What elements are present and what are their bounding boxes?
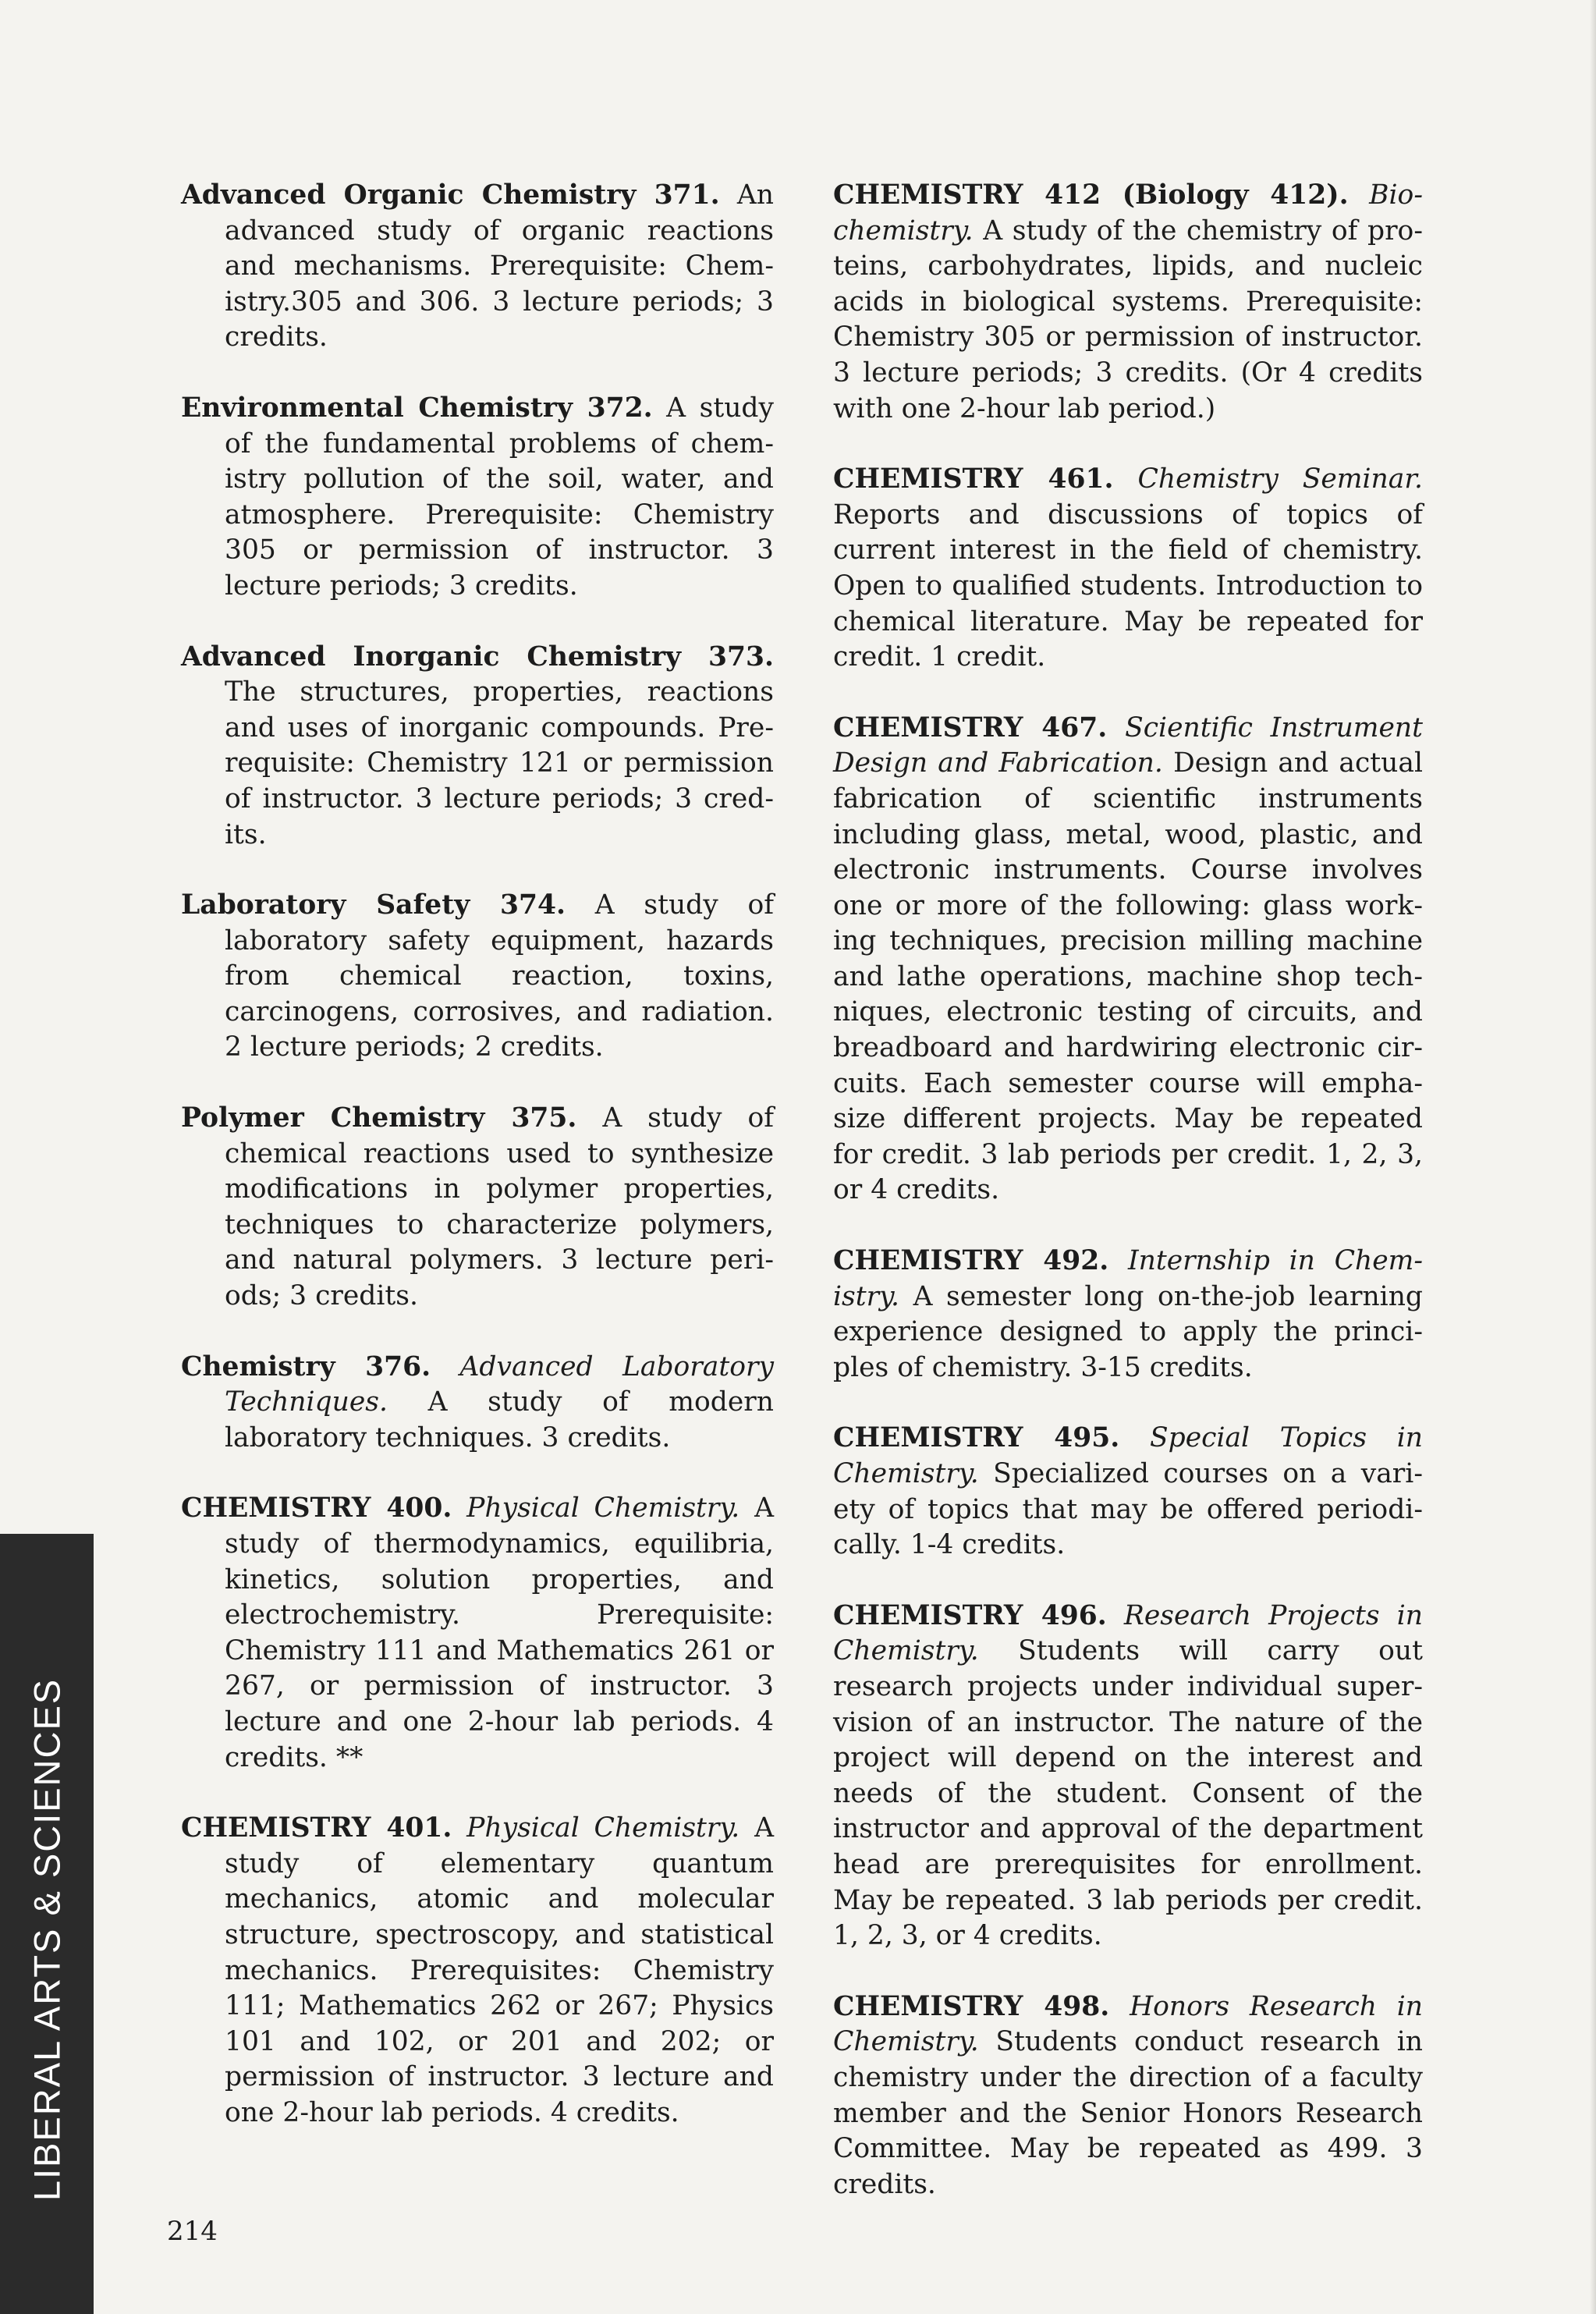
course-entry <box>833 1599 1423 1954</box>
course-description: Design and actual fabrication of scientific instruments including glass, metal, wood, plastic, and electronic instruments. Course involves one or more of the following: glass working techniques, precision milling machine and lathe operations, machine shop techniques, electronic testing of circuits, and breadboard and hardwiring electronic circuits. Each semester course will emphasize different projects. May be repeated for credit. 3 lab periods per credit. 1, 2, 3, or 4 credits. <box>833 747 1423 1206</box>
course-title: Physical Chemistry. <box>466 1492 740 1524</box>
page-number: 214 <box>167 2216 218 2247</box>
course-name: CHEMISTRY 498. <box>833 1990 1110 2022</box>
course-entry <box>833 178 1423 427</box>
course-description: The structures, properties, reactions and uses of inorganic compounds. Prerequisite: Chemistry 121 or permission of instructor. 3 lecture periods; 3 credits. <box>225 676 774 850</box>
course-title: Chemistry Seminar. <box>1137 463 1424 495</box>
course-description: An advanced study of organic reactions and mechanisms. Prerequisite: Chemistry.305 and 306. 3 lecture periods; 3 credits. <box>225 179 774 353</box>
course-description: A study of elementary quantum mechanics, atomic and molecular structure, spectroscopy, and statistical mechanics. Prerequisites: Chemistry 111; Mathematics 262 or 267; Physics 101 and 102, or 201 and 202; or permission of instructor. 3 lecture and one 2-hour lab periods. 4 credits. <box>225 1812 774 2128</box>
course-entry <box>181 391 774 605</box>
course-name: CHEMISTRY 412 (Biology 412). <box>833 179 1349 211</box>
course-entry <box>181 640 774 854</box>
course-entry <box>181 1491 774 1776</box>
course-entry <box>833 1244 1423 1386</box>
course-title: Research Projects in Chemistry. <box>833 1599 1423 1667</box>
course-description: A study of the fundamental problems of chemistry pollution of the soil, water, and atmosphere. Prerequisite: Chemistry 305 or permission of instructor. 3 lecture periods; 3 credits. <box>225 392 774 602</box>
course-name: Advanced Inorganic Chemistry 373. <box>181 641 774 673</box>
course-description: A study of chemical reactions used to synthesize modifications in polymer properties, techniques to characterize polymers, and natural polymers. 3 lecture periods; 3 credits. <box>225 1102 774 1312</box>
course-description: Reports and discussions of topics of current interest in the field of chemistry. Open to qualified students. Introduction to chemical literature. May be repeated for credit. 1 credit. <box>833 499 1423 673</box>
course-entry <box>181 1811 774 2131</box>
course-entry <box>181 888 774 1066</box>
course-name: CHEMISTRY 400. <box>181 1492 452 1524</box>
course-name: Environmental Chemistry 372. <box>181 392 653 424</box>
course-description: A study of modern laboratory techniques. 3 credits. <box>225 1386 774 1453</box>
course-name: CHEMISTRY 492. <box>833 1245 1109 1277</box>
course-title: Honors Research in Chemistry. <box>833 1990 1423 2058</box>
course-name: CHEMISTRY 496. <box>833 1599 1107 1631</box>
course-name: CHEMISTRY 401. <box>181 1812 452 1844</box>
course-entry <box>833 462 1423 676</box>
course-title: Special Topics in Chemistry. <box>833 1422 1424 1489</box>
course-entry <box>181 178 774 356</box>
course-description: Students conduct research in chemistry under the direction of a faculty member and the Senior Honors Research Committee. May be repeated as 499. 3 credits. <box>833 2026 1423 2200</box>
section-side-tab-label: LIBERAL ARTS & SCIENCES <box>26 1677 68 2202</box>
course-description: Students will carry out research projects under individual supervision of an instructor. The nature of the project will depend on the interest and needs of the student. Consent of the instructor and approval of the department head are prerequisites for enrollment. May be repeated. 3 lab periods per credit. 1, 2, 3, or 4 credits. <box>833 1635 1423 1952</box>
course-title: Advanced Laboratory Techniques. <box>225 1350 774 1418</box>
page-edge <box>1590 0 1596 2314</box>
course-title: Scientific Instrument Design and Fabrication. <box>833 712 1424 779</box>
course-entry <box>181 1101 774 1315</box>
left-column <box>181 178 774 2167</box>
course-title: Biochemistry. <box>833 179 1424 247</box>
course-name: Chemistry 376. <box>181 1350 431 1382</box>
course-title: Physical Chemistry. <box>466 1812 740 1844</box>
course-entry <box>181 1350 774 1457</box>
course-name: Polymer Chemistry 375. <box>181 1102 577 1134</box>
course-name: CHEMISTRY 495. <box>833 1422 1120 1454</box>
course-name: Laboratory Safety 374. <box>181 889 566 921</box>
course-entry <box>833 1421 1423 1563</box>
right-column <box>833 178 1423 2238</box>
course-entry <box>833 711 1423 1208</box>
course-name: CHEMISTRY 467. <box>833 712 1108 744</box>
course-description: A study of the chemistry of proteins, carbohydrates, lipids, and nucleic acids in biological systems. Prerequisite: Chemistry 305 or permission of instructor. 3 lecture periods; 3 credits. (Or 4 credits with one 2-hour lab period.) <box>833 215 1424 424</box>
course-description: Specialized courses on a variety of topics that may be offered periodically. 1-4 credits. <box>833 1458 1423 1561</box>
course-entry <box>833 1989 1423 2203</box>
course-description: A study of thermodynamics, equilibria, kinetics, solution properties, and electrochemistry. Prerequisite: Chemistry 111 and Mathematics 261 or 267, or permission of instructor. 3 lecture and one 2-hour lab periods. 4 credits. ** <box>225 1492 774 1773</box>
course-name: Advanced Organic Chemistry 371. <box>181 179 720 211</box>
course-description: A semester long on-the-job learning experience designed to apply the principles of chemistry. 3-15 credits. <box>833 1280 1423 1383</box>
course-title: Internship in Chemistry. <box>833 1245 1423 1312</box>
course-name: CHEMISTRY 461. <box>833 463 1114 495</box>
course-description: A study of laboratory safety equipment, hazards from chemical reaction, toxins, carcinogens, corrosives, and radiation. 2 lecture periods; 2 credits. <box>225 889 774 1063</box>
